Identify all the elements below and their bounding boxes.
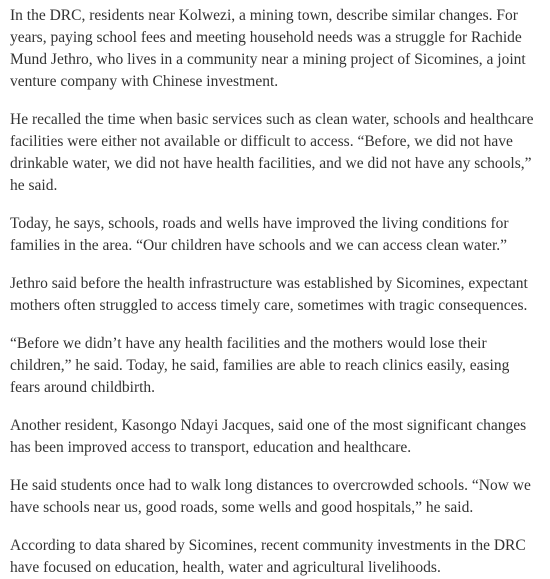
article-paragraph: According to data shared by Sicomines, recent community investments in the DRC have focused on education, health, water and agricultural livelihoods.: [10, 537, 526, 576]
article-paragraph: In the DRC, residents near Kolwezi, a mining town, describe similar changes. For years, paying school fees and meeting household needs was a struggle for Rachide Mund Jethro, who lives in a community near a mining project of Sicomines, a joint venture company with Chinese investment.: [10, 7, 526, 90]
article-paragraph: Today, he says, schools, roads and wells have improved the living conditions for families in the area. “Our children have schools and we can access clean water.”: [10, 215, 509, 254]
article-paragraph: He said students once had to walk long distances to overcrowded schools. “Now we have schools near us, good roads, some wells and good hospitals,” he said.: [10, 477, 531, 516]
article-paragraph: Another resident, Kasongo Ndayi Jacques, said one of the most significant changes has been improved access to transport, education and healthcare.: [10, 417, 527, 456]
article-paragraph: He recalled the time when basic services such as clean water, schools and healthcare facilities were either not available or difficult to access. “Before, we did not have drinkable water, we did not have health facilities, and we did not have any schools,” he said.: [10, 111, 534, 194]
article-paragraph: Jethro said before the health infrastructure was established by Sicomines, expectant mothers often struggled to access timely care, sometimes with tragic consequences.: [10, 275, 528, 314]
article-paragraph: “Before we didn’t have any health facilities and the mothers would lose their children,” he said. Today, he said, families are able to reach clinics easily, easing fears around childbirth.: [10, 335, 510, 396]
